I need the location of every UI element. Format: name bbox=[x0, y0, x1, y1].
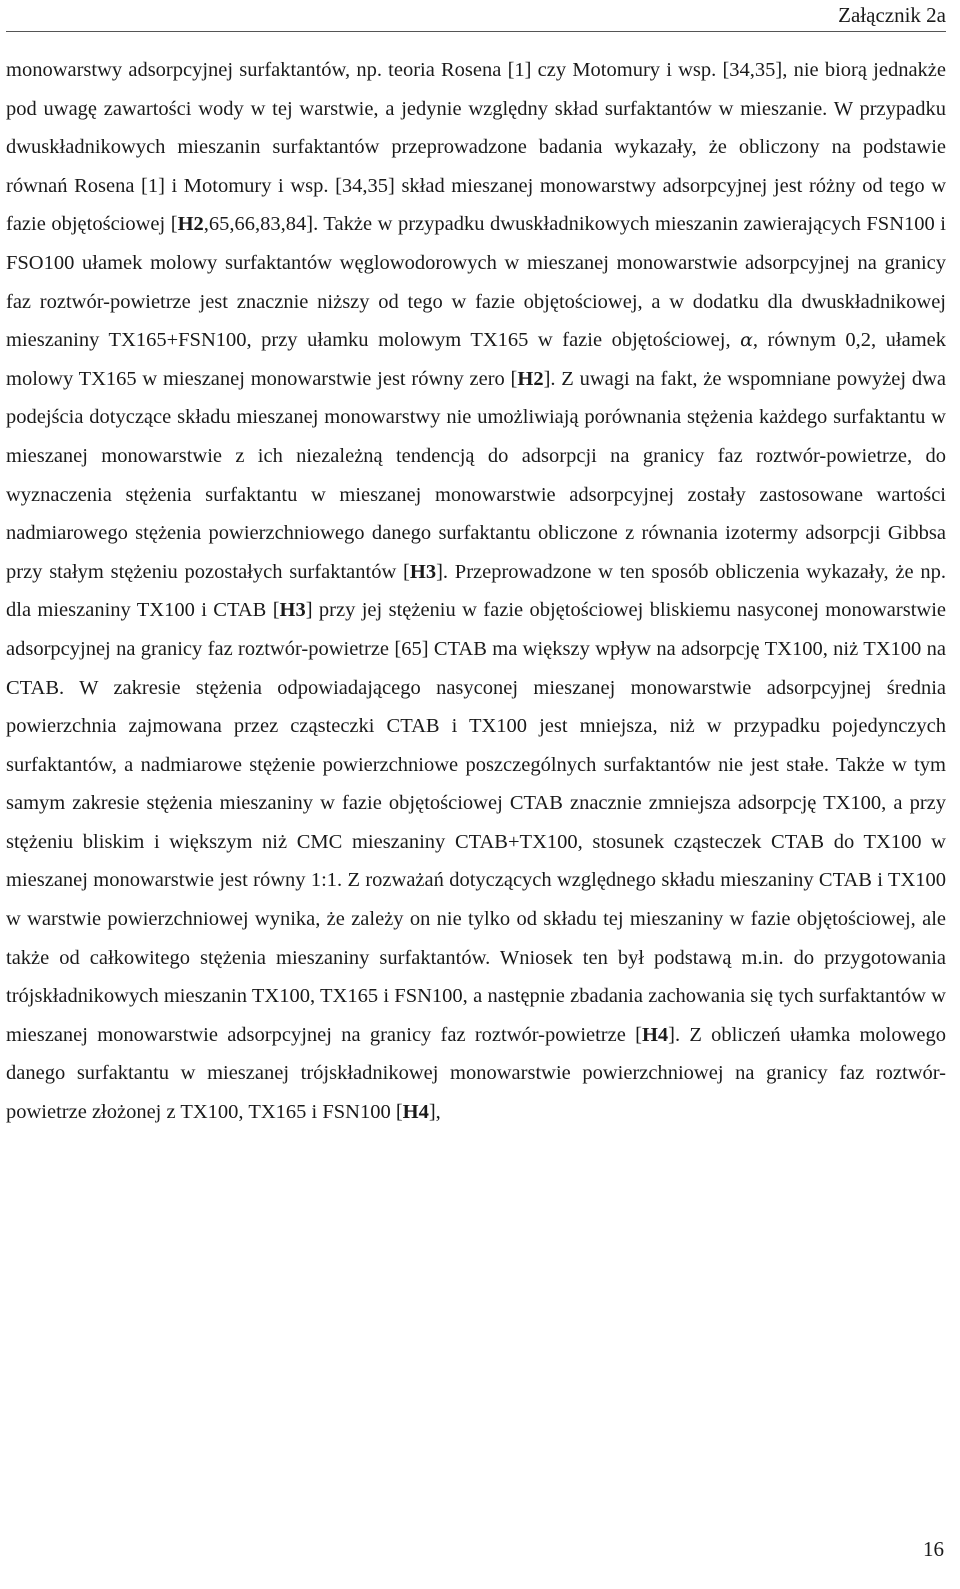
citation-h3: H3 bbox=[279, 599, 306, 622]
citation-h2: H2 bbox=[177, 213, 204, 236]
citation-h3: H3 bbox=[409, 560, 437, 583]
header-divider bbox=[6, 31, 946, 32]
text-segment: ,65,66,83,84]. Także w przypadku dwuskładnikowych mieszanin zawierających FSN100 i FSO100 ułamek molowy surfaktantów węglowodorowych w mieszanej monowarstwie adsorpcyjnej na granicy faz roztwór-powietrze jest znacznie niższy od tego w fazie objętościowej, a w dodatku dla dwuskładnikowej mieszaniny TX165+FSN100, przy ułamku molowym TX165 w fazie objętościowej, bbox=[6, 213, 946, 352]
text-segment: , równym 0,2, ułamek molowy TX165 w mieszanej monowarstwie jest równy zero [ bbox=[6, 329, 946, 390]
text-segment: ] przy jej stężeniu w fazie objętościowej bliskiemu nasyconej monowarstwie adsorpcyjnej na granicy faz roztwór-powietrze [65] CTAB ma większy wpływ na adsorpcję TX100, niż TX100 na CTAB. W zakresie stężenia odpowiadającego nasyconej mieszanej monowarstwie adsorpcyjnej średnia powierzchnia zajmowana przez cząsteczki CTAB i TX100 jest mniejsza, niż w przypadku pojedynczych surfaktantów, a nadmiarowe stężenie powierzchniowe poszczególnych surfaktantów nie jest stałe. Także w tym samym zakresie stężenia mieszaniny w fazie objętościowej CTAB znacznie zmniejsza adsorpcję TX100, a przy stężeniu bliskim i większym niż CMC mieszaniny CTAB+TX100, stosunek cząsteczek CTAB do TX100 w mieszanej monowarstwie jest równy 1:1. Z rozważań dotyczących względnego składu mieszaniny CTAB i TX100 w warstwie powierzchniowej wynika, że zależy on nie tylko od składu tej mieszaniny w fazie objętościowej, ale także od całkowitego stężenia mieszaniny surfaktantów. Wniosek ten był podstawą m.in. do przygotowania trójskładnikowych mieszanin TX100, TX165 i FSN100, a następnie zbadania zachowania się tych surfaktantów w mieszanej monowarstwie adsorpcyjnej na granicy faz roztwór-powietrze [ bbox=[6, 599, 946, 1046]
citation-h2: H2 bbox=[517, 367, 544, 390]
citation-h4: H4 bbox=[641, 1023, 669, 1046]
text-segment: monowarstwy adsorpcyjnej surfaktantów, np. teoria Rosena [1] czy Motomury i wsp. [34,35], nie biorą jednakże pod uwagę zawartości wody w tej warstwie, a jedynie względny skład surfaktantów w mieszanie. W przypadku dwuskładnikowych mieszanin surfaktantów przeprowadzone badania wykazały, że obliczony na podstawie równań Rosena [1] i Motomury i wsp. [34,35] skład mieszanej monowarstwy adsorpcyjnej jest różny od tego w fazie objętościowej [ bbox=[6, 59, 946, 236]
text-segment: ]. Z obliczeń ułamka molowego danego surfaktantu w mieszanej trójskładnikowej monowarstwie powierzchniowej na granicy faz roztwór-powietrze złożonej z TX100, TX165 i FSN100 [ bbox=[6, 1023, 947, 1124]
body-paragraph bbox=[6, 51, 946, 1132]
text-segment: ]. Z uwagi na fakt, że wspomniane powyżej dwa podejścia dotyczące składu mieszanej monowarstwy nie umożliwiają porównania stężenia każdego surfaktantu w mieszanej monowarstwie z ich niezależną tendencją do adsorpcji na granicy faz roztwór-powietrze, do wyznaczenia stężenia surfaktantu w mieszanej monowarstwie adsorpcyjnej zostały zastosowane wartości nadmiarowego stężenia powierzchniowego danego surfaktantu obliczone z równania izotermy adsorpcji Gibbsa przy stałym stężeniu pozostałych surfaktantów [ bbox=[6, 367, 946, 583]
document-header-label: Załącznik 2a bbox=[838, 3, 946, 27]
page-number: 16 bbox=[923, 1537, 944, 1561]
alpha-symbol: α bbox=[740, 329, 753, 352]
text-segment: ]. Przeprowadzone w ten sposób obliczenia wykazały, że np. dla mieszaniny TX100 i CTAB [ bbox=[6, 560, 946, 622]
citation-h4: H4 bbox=[402, 1101, 429, 1124]
text-segment: ], bbox=[428, 1101, 441, 1124]
